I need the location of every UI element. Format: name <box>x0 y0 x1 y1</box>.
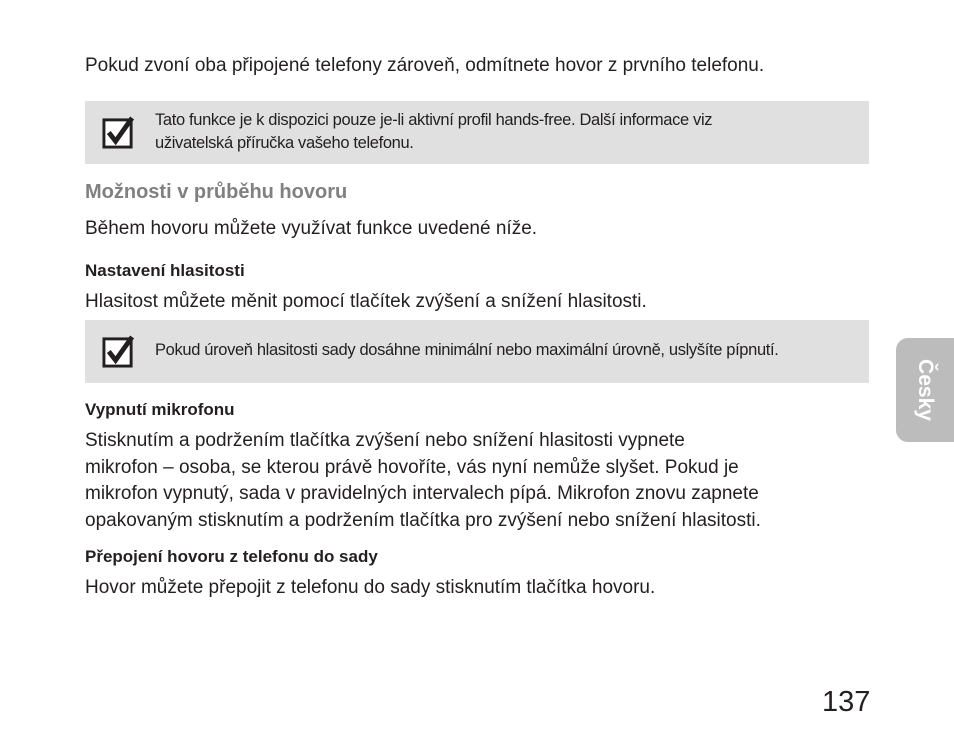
language-tab-label: Česky <box>914 359 937 421</box>
note-box-volume <box>85 320 869 383</box>
page-number: 137 <box>822 686 871 718</box>
note-line-2: uživatelská příručka vašeho telefonu. <box>155 134 414 152</box>
note-box-handsfree <box>85 101 869 164</box>
note-volume-text: Pokud úroveň hlasitosti sady dosáhne minimální nebo maximální úrovně, uslyšíte pípnutí. <box>155 341 779 359</box>
transfer-paragraph: Hovor můžete přepojit z telefonu do sady stisknutím tlačítka hovoru. <box>85 577 656 598</box>
heading-transfer: Přepojení hovoru z telefonu do sady <box>85 547 378 566</box>
volume-paragraph: Hlasitost můžete měnit pomocí tlačítek zvýšení a snížení hlasitosti. <box>85 291 647 312</box>
mute-line-2: mikrofon – osoba, se kterou právě hovoříte, vás nyní nemůže slyšet. Pokud je <box>85 457 739 478</box>
section-title: Možnosti v průběhu hovoru <box>85 181 348 203</box>
mute-line-4: opakovaným stisknutím a podržením tlačítka pro zvýšení nebo snížení hlasitosti. <box>85 510 761 531</box>
mute-line-3: mikrofon vypnutý, sada v pravidelných intervalech pípá. Mikrofon znovu zapnete <box>85 483 759 504</box>
intro-paragraph: Pokud zvoní oba připojené telefony zároveň, odmítnete hovor z prvního telefonu. <box>85 55 765 76</box>
heading-mute: Vypnutí mikrofonu <box>85 400 235 419</box>
note-line-1: Tato funkce je k dispozici pouze je-li aktivní profil hands-free. Další informace viz <box>155 111 713 129</box>
language-tab <box>896 338 954 442</box>
mute-line-1: Stisknutím a podržením tlačítka zvýšení nebo snížení hlasitosti vypnete <box>85 430 685 451</box>
check-box-icon <box>102 335 135 368</box>
heading-volume: Nastavení hlasitosti <box>85 261 245 280</box>
check-box-icon <box>102 116 135 149</box>
section-lead: Během hovoru můžete využívat funkce uvedené níže. <box>85 218 538 239</box>
